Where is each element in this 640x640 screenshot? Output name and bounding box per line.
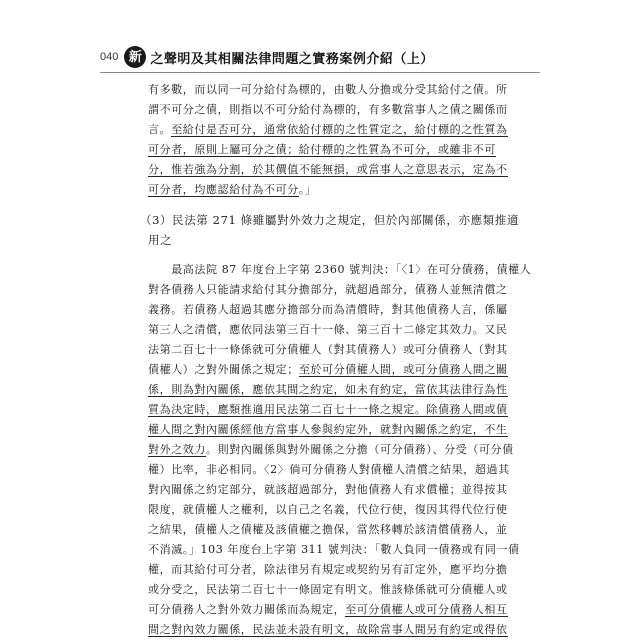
text-segment: 債權人）之對外關係之規定； xyxy=(148,363,299,376)
text-line xyxy=(148,160,533,180)
underlined-text: 至可分債權人或可分債務人相互 xyxy=(345,603,508,616)
text-segment: 。則對內關係與對外關係之分擔（可分債務）、分受（可分債 xyxy=(206,443,514,456)
underlined-text: 分，惟若強為分割，於其價值不能無損，或當事人之意思表示，定為不 xyxy=(148,163,508,176)
spacer xyxy=(148,250,533,260)
text-line xyxy=(148,440,533,460)
underlined-text: 間之對內效力關係，民法並未設有明文，故除當事人間另有約定或得依 xyxy=(148,623,508,636)
paragraph-court-decisions xyxy=(148,260,533,640)
text-segment: 或分受之，民法第二百七十一條固定有明文。惟該條係就可分債權人或 xyxy=(148,583,508,596)
text-segment: 有多數，而以同一可分給付為標的，由數人分擔或分受其給付之債。所 xyxy=(148,83,508,96)
text-line xyxy=(148,500,533,520)
text-line xyxy=(148,400,533,420)
page-header xyxy=(100,42,434,72)
underlined-text: 至給付是否可分，通常依給付標的之性質定之，給付標的之性質為 xyxy=(171,123,508,136)
header-divider xyxy=(100,72,540,73)
text-line xyxy=(148,460,533,480)
text-line xyxy=(148,100,533,120)
text-line xyxy=(148,80,533,100)
text-segment: 不消滅。」103 年度台上字第 311 號判決：「數人負同一債務或有同一債 xyxy=(148,543,520,556)
spacer xyxy=(148,200,533,210)
text-segment: 謂不可分之債，則指以不可分給付為標的，有多數當事人之債之關係而 xyxy=(148,103,508,116)
text-segment: 第三人之清償，應依同法第三百十一條、第三百十二條定其效力。又民 xyxy=(148,323,508,336)
text-line xyxy=(148,120,533,140)
text-line xyxy=(148,260,533,280)
text-line xyxy=(148,360,533,380)
text-line xyxy=(148,180,533,200)
page-number: 040 xyxy=(100,51,119,63)
text-line xyxy=(148,320,533,340)
text-segment: 對內關係之約定部分，就該超過部分，對他債務人有求償權；並得按其 xyxy=(148,483,508,496)
text-line xyxy=(148,420,533,440)
text-line xyxy=(148,480,533,500)
section-heading xyxy=(140,210,533,250)
text-segment: 法第二百七十一條係就可分債權人（對其債務人）或可分債務人（對其 xyxy=(148,343,508,356)
underlined-text: 權人間之對內關係經他方當事人參與約定外，就對內關係之約定，不生 xyxy=(148,423,508,436)
body-text xyxy=(140,80,533,640)
underlined-text: 可分者，原則上屬可分之債；給付標的之性質為不可分，或雖非不可 xyxy=(148,143,496,156)
underlined-text: 可分者，均應認給付為不可分 xyxy=(148,183,299,196)
text-segment: 對各債務人只能請求給付其分擔部分，就超過部分，債務人並無清償之 xyxy=(148,283,508,296)
text-segment: 權）比率，非必相同。〈2〉倘可分債務人對債權人清償之結果，超過其 xyxy=(148,463,510,476)
text-segment: 言。 xyxy=(148,123,172,136)
text-line xyxy=(148,540,533,560)
text-segment: 限度，就債權人之權利，以自己之名義，代位行使，復因其得代位行使 xyxy=(148,503,508,516)
underlined-text: 質為決定時，應類推適用民法第二百七十一條之規定。除債務人間或債 xyxy=(148,403,508,416)
text-line xyxy=(148,560,533,580)
text-line xyxy=(148,340,533,360)
underlined-text: 至於可分債權人間，或可分債務人間之關 xyxy=(298,363,508,376)
text-line xyxy=(148,520,533,540)
underlined-text: 對外之效力 xyxy=(148,443,206,456)
text-segment: 之結果，債權人之債權及該債權之擔保，當然移轉於該清償債務人，並 xyxy=(148,523,508,536)
text-segment: 。」 xyxy=(298,183,317,196)
text-segment: 最高法院 87 年度台上字第 2360 號判決：「〈1〉在可分債務，債權人 xyxy=(148,263,532,276)
running-title: 之聲明及其相關法律問題之實務案例介紹（上） xyxy=(150,51,434,67)
text-line xyxy=(148,140,533,160)
book-logo-icon: 新 xyxy=(124,46,146,68)
text-segment: 可分債務人之對外效力關係而為規定， xyxy=(148,603,346,616)
text-segment: 權，而其給付可分者，除法律另有規定或契約另有訂定外，應平均分擔 xyxy=(148,563,508,576)
heading-line: 用之 xyxy=(148,233,173,247)
text-segment: 義務。若債務人超過其應分擔部分而為清償時，對其他債務人言，係屬 xyxy=(148,303,508,316)
text-line xyxy=(148,600,533,620)
text-line xyxy=(148,580,533,600)
text-line xyxy=(148,620,533,640)
text-line xyxy=(148,300,533,320)
underlined-text: 係，則為對內關係，應依其間之約定，如未有約定，當依其法律行為性 xyxy=(148,383,508,396)
heading-line: （3）民法第 271 條雖屬對外效力之規定，但於內部關係，亦應類推適 xyxy=(140,213,519,227)
text-line xyxy=(148,380,533,400)
text-line xyxy=(148,280,533,300)
paragraph-quote-continuation xyxy=(148,80,533,200)
